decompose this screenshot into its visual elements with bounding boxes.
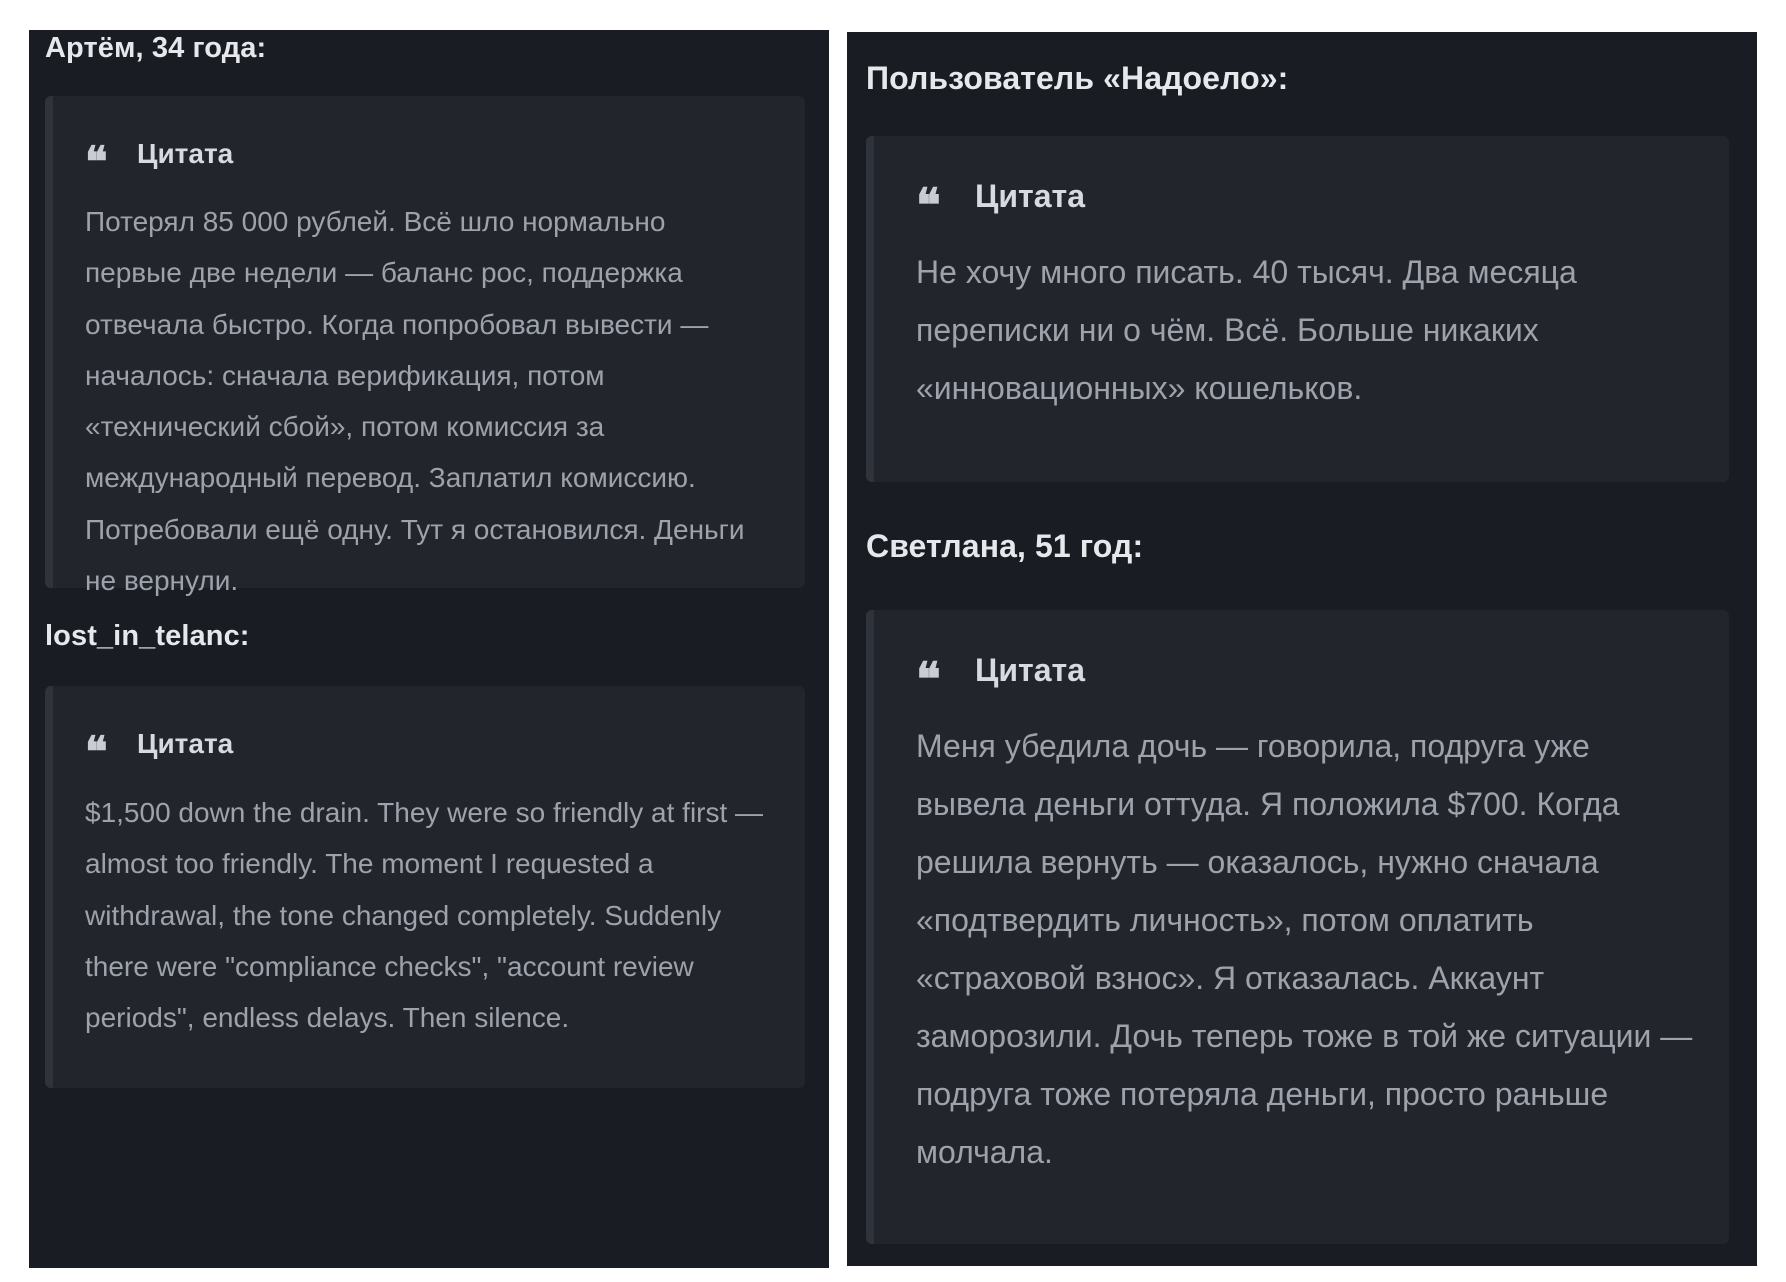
quote-text: Меня убедила дочь — говорила, подруга уже вывела деньги оттуда. Я положила $700. Когда решила вернуть — оказалось, нужно сначала «подтвердить личность», потом оплатить «страховой взнос». Я отказалась. Аккаунт заморозили. Дочь теперь тоже в той же ситуации — подруга тоже потеряла деньги, просто раньше молчала.: [916, 728, 1693, 1170]
quote-text: Не хочу много писать. 40 тысяч. Два месяца переписки ни о чём. Всё. Больше никаких «инновационных» кошельков.: [916, 254, 1577, 406]
quote-marks-icon: ❝: [85, 137, 108, 186]
quote-marks-icon: ❝: [85, 727, 108, 776]
post-author: lost_in_telanc:: [45, 620, 250, 652]
quote-header: [85, 724, 769, 776]
quote-block: [45, 96, 805, 597]
quote-label: Цитата: [975, 177, 1085, 214]
quote-header: [85, 134, 769, 186]
quote-label: Цитата: [975, 651, 1085, 688]
quote-label: Цитата: [137, 138, 234, 169]
quote-text: $1,500 down the drain. They were so friendly at first — almost too friendly. The moment I requested a withdrawal, the tone changed completely. Suddenly there were "compliance checks", "account review periods", endless delays. Then silence.: [85, 797, 764, 1034]
quote-header: [916, 648, 1693, 706]
left-screenshot-panel: [29, 30, 829, 1268]
quote-block: [866, 610, 1729, 1244]
right-screenshot-panel: [847, 32, 1757, 1266]
post-author: Светлана, 51 год:: [866, 528, 1144, 564]
quote-header: [916, 174, 1693, 232]
quote-label: Цитата: [137, 728, 234, 759]
quote-block: [45, 686, 805, 1088]
post-author: Артём, 34 года:: [45, 32, 267, 64]
quote-block: [866, 136, 1729, 482]
quote-marks-icon: ❝: [916, 652, 941, 706]
quote-marks-icon: ❝: [916, 178, 941, 232]
post-author: Пользователь «Надоело»:: [866, 60, 1289, 96]
quote-text: Потерял 85 000 рублей. Всё шло нормально первые две недели — баланс рос, поддержка отвечала быстро. Когда попробовал вывести — началось: сначала верификация, потом «технический сбой», потом комиссия за международный перевод. Заплатил комиссию. Потребовали ещё одну. Тут я остановился. Деньги не вернули.: [85, 206, 745, 597]
